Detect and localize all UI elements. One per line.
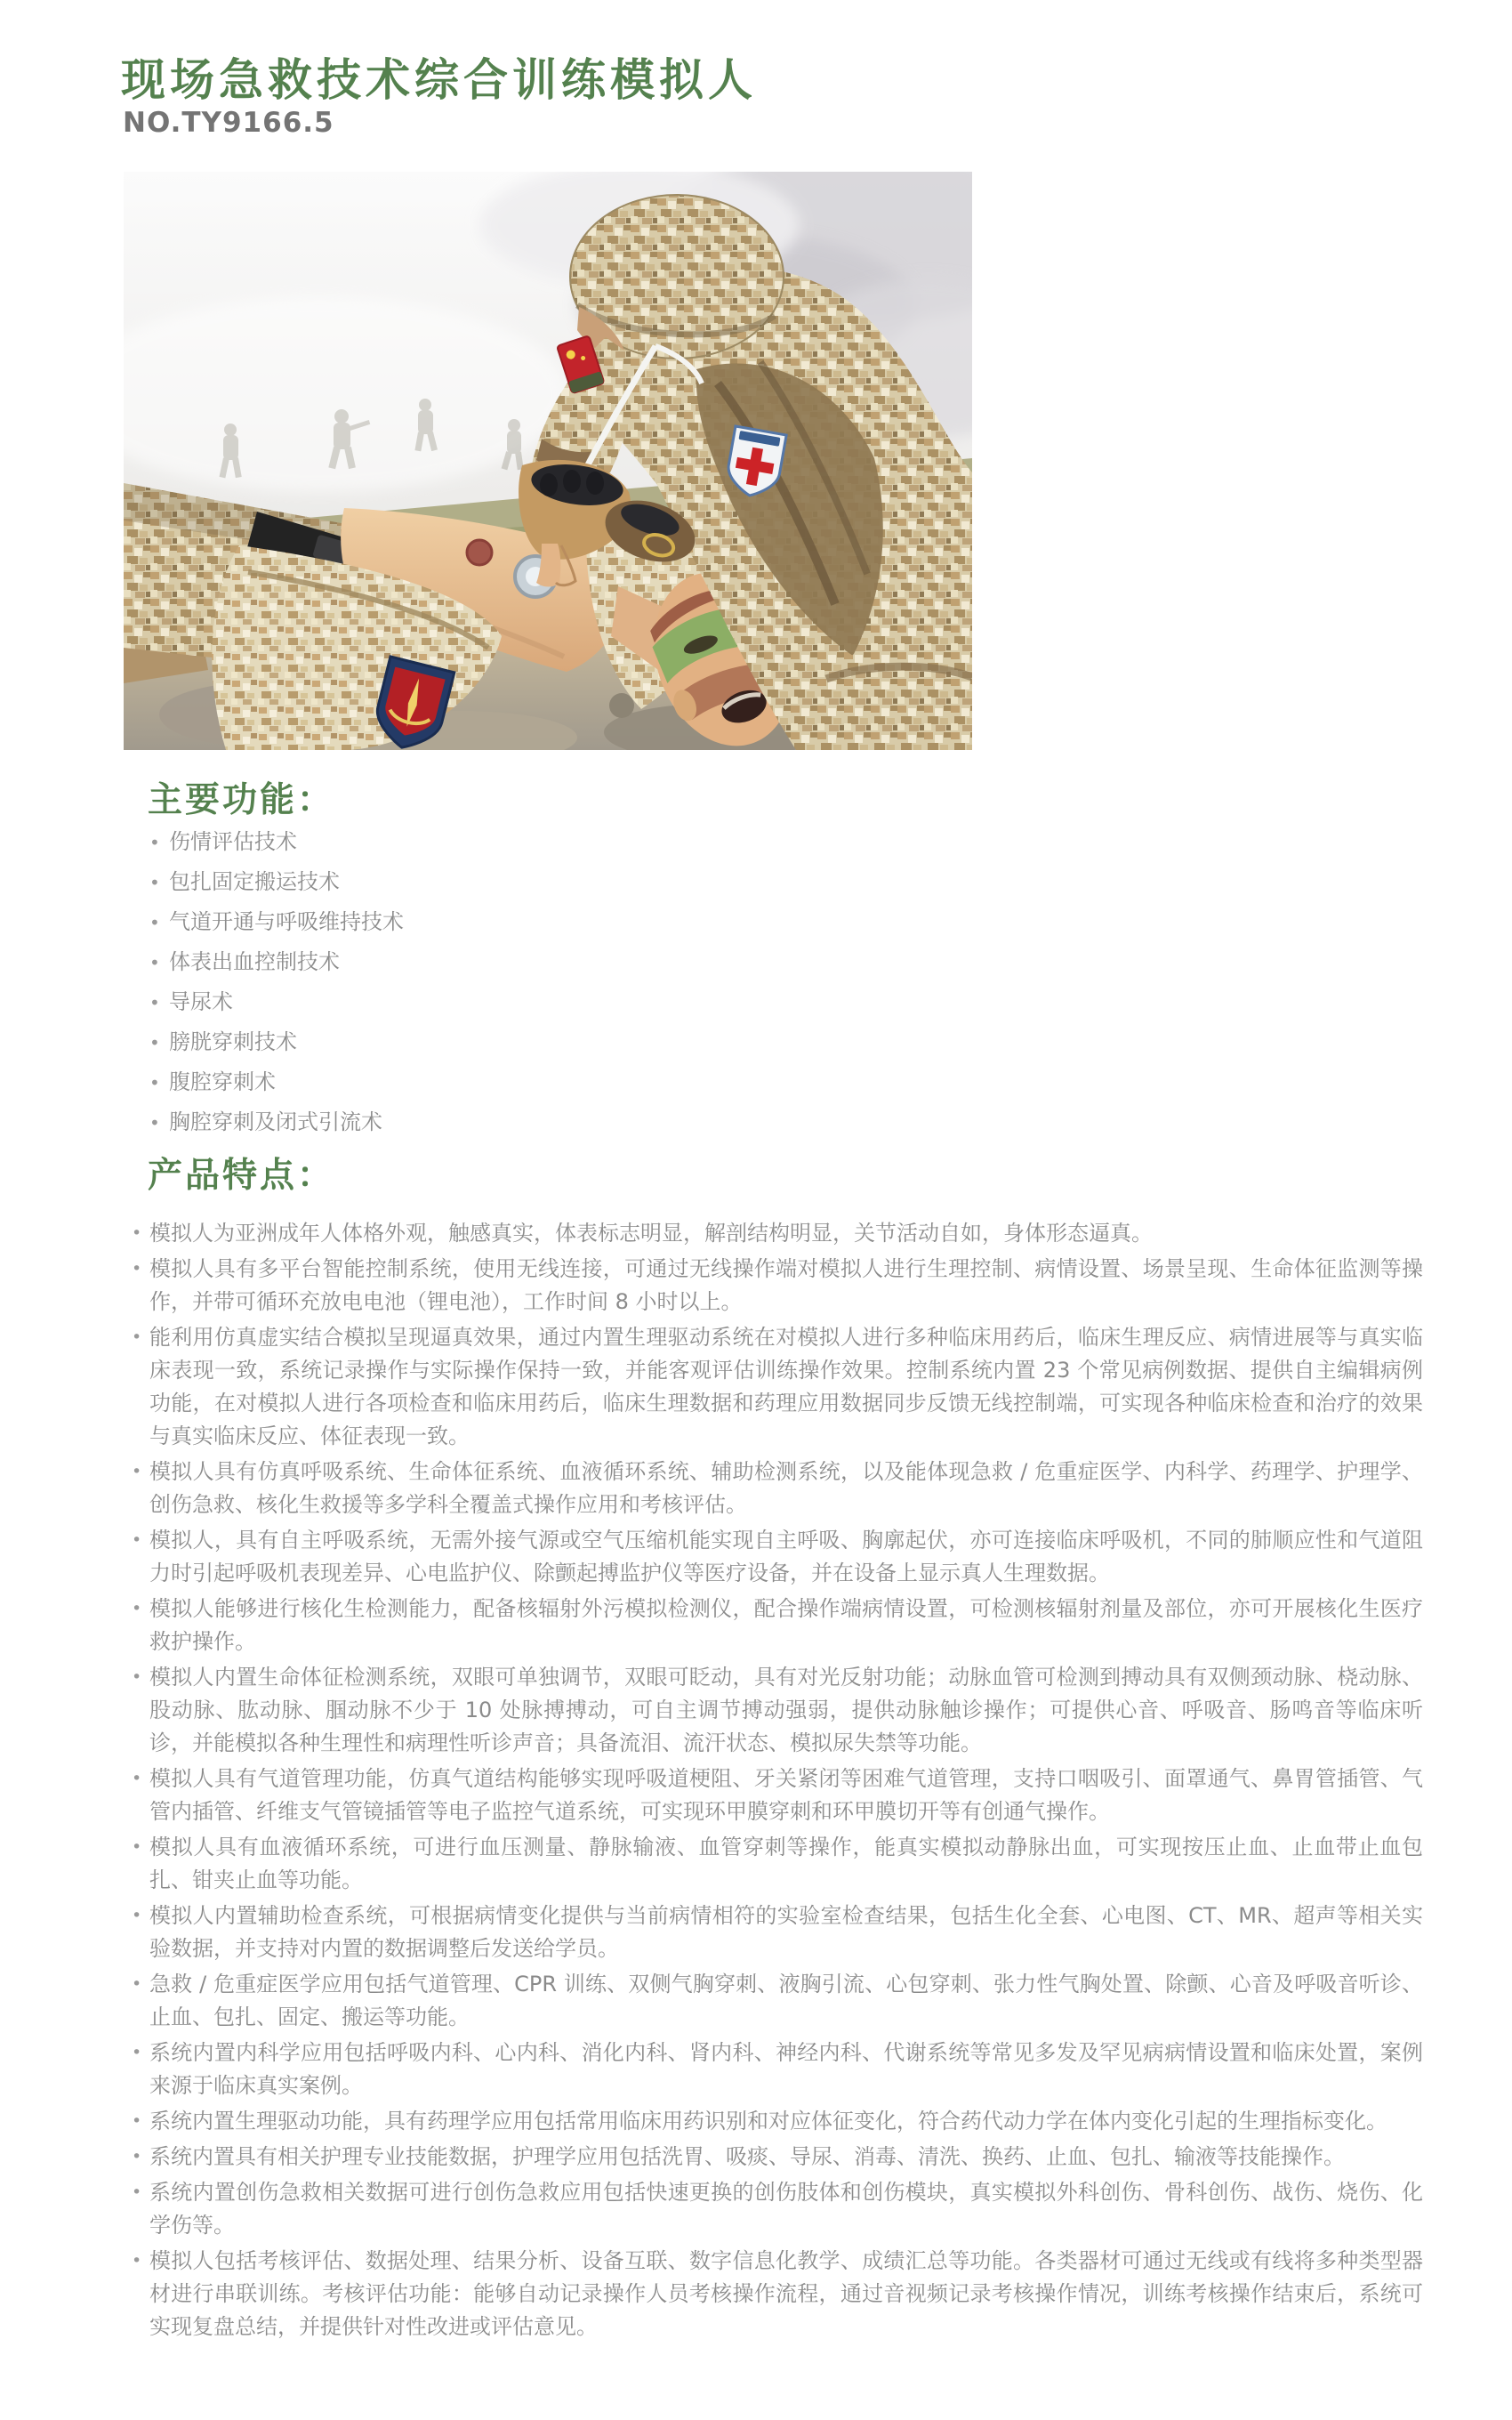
list-item: • 胸腔穿刺及闭式引流术	[149, 1102, 950, 1142]
list-item: • 系统内置具有相关护理专业技能数据，护理学应用包括洗胃、吸痰、导尿、消毒、清洗、换药、止血、包扎、输液等技能操作。	[132, 2141, 1423, 2174]
list-item: • 体表出血控制技术	[149, 942, 950, 982]
list-item: • 模拟人包括考核评估、数据处理、结果分析、设备互联、数字信息化教学、成绩汇总等功能。各类器材可通过无线或有线将多种类型器材进行串联训练。考核评估功能：能够自动记录操作人员考核操作流程，通过音视频记录考核操作情况，训练考核操作结束后，系统可实现复盘总结，并提供针对性改进或评估意见。	[132, 2245, 1423, 2343]
list-item: • 模拟人具有多平台智能控制系统，使用无线连接，可通过无线操作端对模拟人进行生理控制、病情设置、场景呈现、生命体征监测等操作，并带可循环充放电电池（锂电池），工作时间 8 小时以上。	[132, 1253, 1423, 1319]
list-item: • 腹腔穿刺术	[149, 1062, 950, 1102]
list-item: • 包扎固定搬运技术	[149, 862, 950, 902]
section-heading-main-functions: 主要功能：	[148, 780, 335, 820]
list-item: • 急救 / 危重症医学应用包括气道管理、CPR 训练、双侧气胸穿刺、液胸引流、心包穿刺、张力性气胸处置、除颤、心音及呼吸音听诊、止血、包扎、固定、搬运等功能。	[132, 1968, 1423, 2034]
list-item: • 膀胱穿刺技术	[149, 1022, 950, 1062]
list-item: • 气道开通与呼吸维持技术	[149, 902, 950, 942]
model-number: NO.TY9166.5	[123, 107, 334, 139]
list-item: • 模拟人具有仿真呼吸系统、生命体征系统、血液循环系统、辅助检测系统，以及能体现急救 / 危重症医学、内科学、药理学、护理学、创伤急救、核化生救援等多学科全覆盖式操作应用和考核评估。	[132, 1456, 1423, 1521]
list-item: • 导尿术	[149, 982, 950, 1022]
list-item: • 系统内置内科学应用包括呼吸内科、心内科、消化内科、肾内科、神经内科、代谢系统等常见多发及罕见病病情设置和临床处置，案例来源于临床真实案例。	[132, 2037, 1423, 2102]
list-item: • 伤情评估技术	[149, 822, 950, 862]
main-functions-list	[149, 822, 950, 1142]
list-item: • 模拟人内置生命体征检测系统，双眼可单独调节，双眼可眨动，具有对光反射功能；动脉血管可检测到搏动具有双侧颈动脉、桡动脉、股动脉、肱动脉、腘动脉不少于 10 处脉搏搏动，可自主调节搏动强弱，提供动脉触诊操作；可提供心音、呼吸音、肠鸣音等临床听诊，并能模拟各种生理性和病理性听诊声音；具备流泪、流汗状态、模拟尿失禁等功能。	[132, 1661, 1423, 1760]
battlefield-cpr-training-photo	[124, 172, 972, 750]
list-item: • 模拟人为亚洲成年人体格外观，触感真实，体表标志明显，解剖结构明显，关节活动自如，身体形态逼真。	[132, 1217, 1423, 1250]
list-item: • 模拟人具有血液循环系统，可进行血压测量、静脉输液、血管穿刺等操作，能真实模拟动静脉出血，可实现按压止血、止血带止血包扎、钳夹止血等功能。	[132, 1831, 1423, 1897]
manikin-nipple	[467, 540, 492, 565]
product-features-list	[132, 1217, 1423, 2346]
section-heading-product-features: 产品特点：	[148, 1156, 335, 1196]
list-item: • 模拟人，具有自主呼吸系统，无需外接气源或空气压缩机能实现自主呼吸、胸廓起伏，亦可连接临床呼吸机，不同的肺顺应性和气道阻力时引起呼吸机表现差异、心电监护仪、除颤起搏监护仪等医疗设备，并在设备上显示真人生理数据。	[132, 1524, 1423, 1590]
list-item: • 能利用仿真虚实结合模拟呈现逼真效果，通过内置生理驱动系统在对模拟人进行多种临床用药后，临床生理反应、病情进展等与真实临床表现一致，系统记录操作与实际操作保持一致，并能客观评估训练操作效果。控制系统内置 23 个常见病例数据、提供自主编辑病例功能，在对模拟人进行各项检查和临床用药后，临床生理数据和药理应用数据同步反馈无线控制端，可实现各种临床检查和治疗的效果与真实临床反应、体征表现一致。	[132, 1321, 1423, 1453]
page-title: 现场急救技术综合训练模拟人	[121, 54, 757, 106]
list-item: • 模拟人内置辅助检查系统，可根据病情变化提供与当前病情相符的实验室检查结果，包括生化全套、心电图、CT、MR、超声等相关实验数据，并支持对内置的数据调整后发送给学员。	[132, 1900, 1423, 1965]
list-item: • 模拟人具有气道管理功能，仿真气道结构能够实现呼吸道梗阻、牙关紧闭等困难气道管理，支持口咽吸引、面罩通气、鼻胃管插管、气管内插管、纤维支气管镜插管等电子监控气道系统，可实现环甲膜穿刺和环甲膜切开等有创通气操作。	[132, 1763, 1423, 1828]
list-item: • 模拟人能够进行核化生检测能力，配备核辐射外污模拟检测仪，配合操作端病情设置，可检测核辐射剂量及部位，亦可开展核化生医疗救护操作。	[132, 1593, 1423, 1658]
photo-illustration	[124, 172, 972, 750]
list-item: • 系统内置生理驱动功能，具有药理学应用包括常用临床用药识别和对应体征变化，符合药代动力学在体内变化引起的生理指标变化。	[132, 2105, 1423, 2138]
list-item: • 系统内置创伤急救相关数据可进行创伤急救应用包括快速更换的创伤肢体和创伤模块，真实模拟外科创伤、骨科创伤、战伤、烧伤、化学伤等。	[132, 2176, 1423, 2242]
